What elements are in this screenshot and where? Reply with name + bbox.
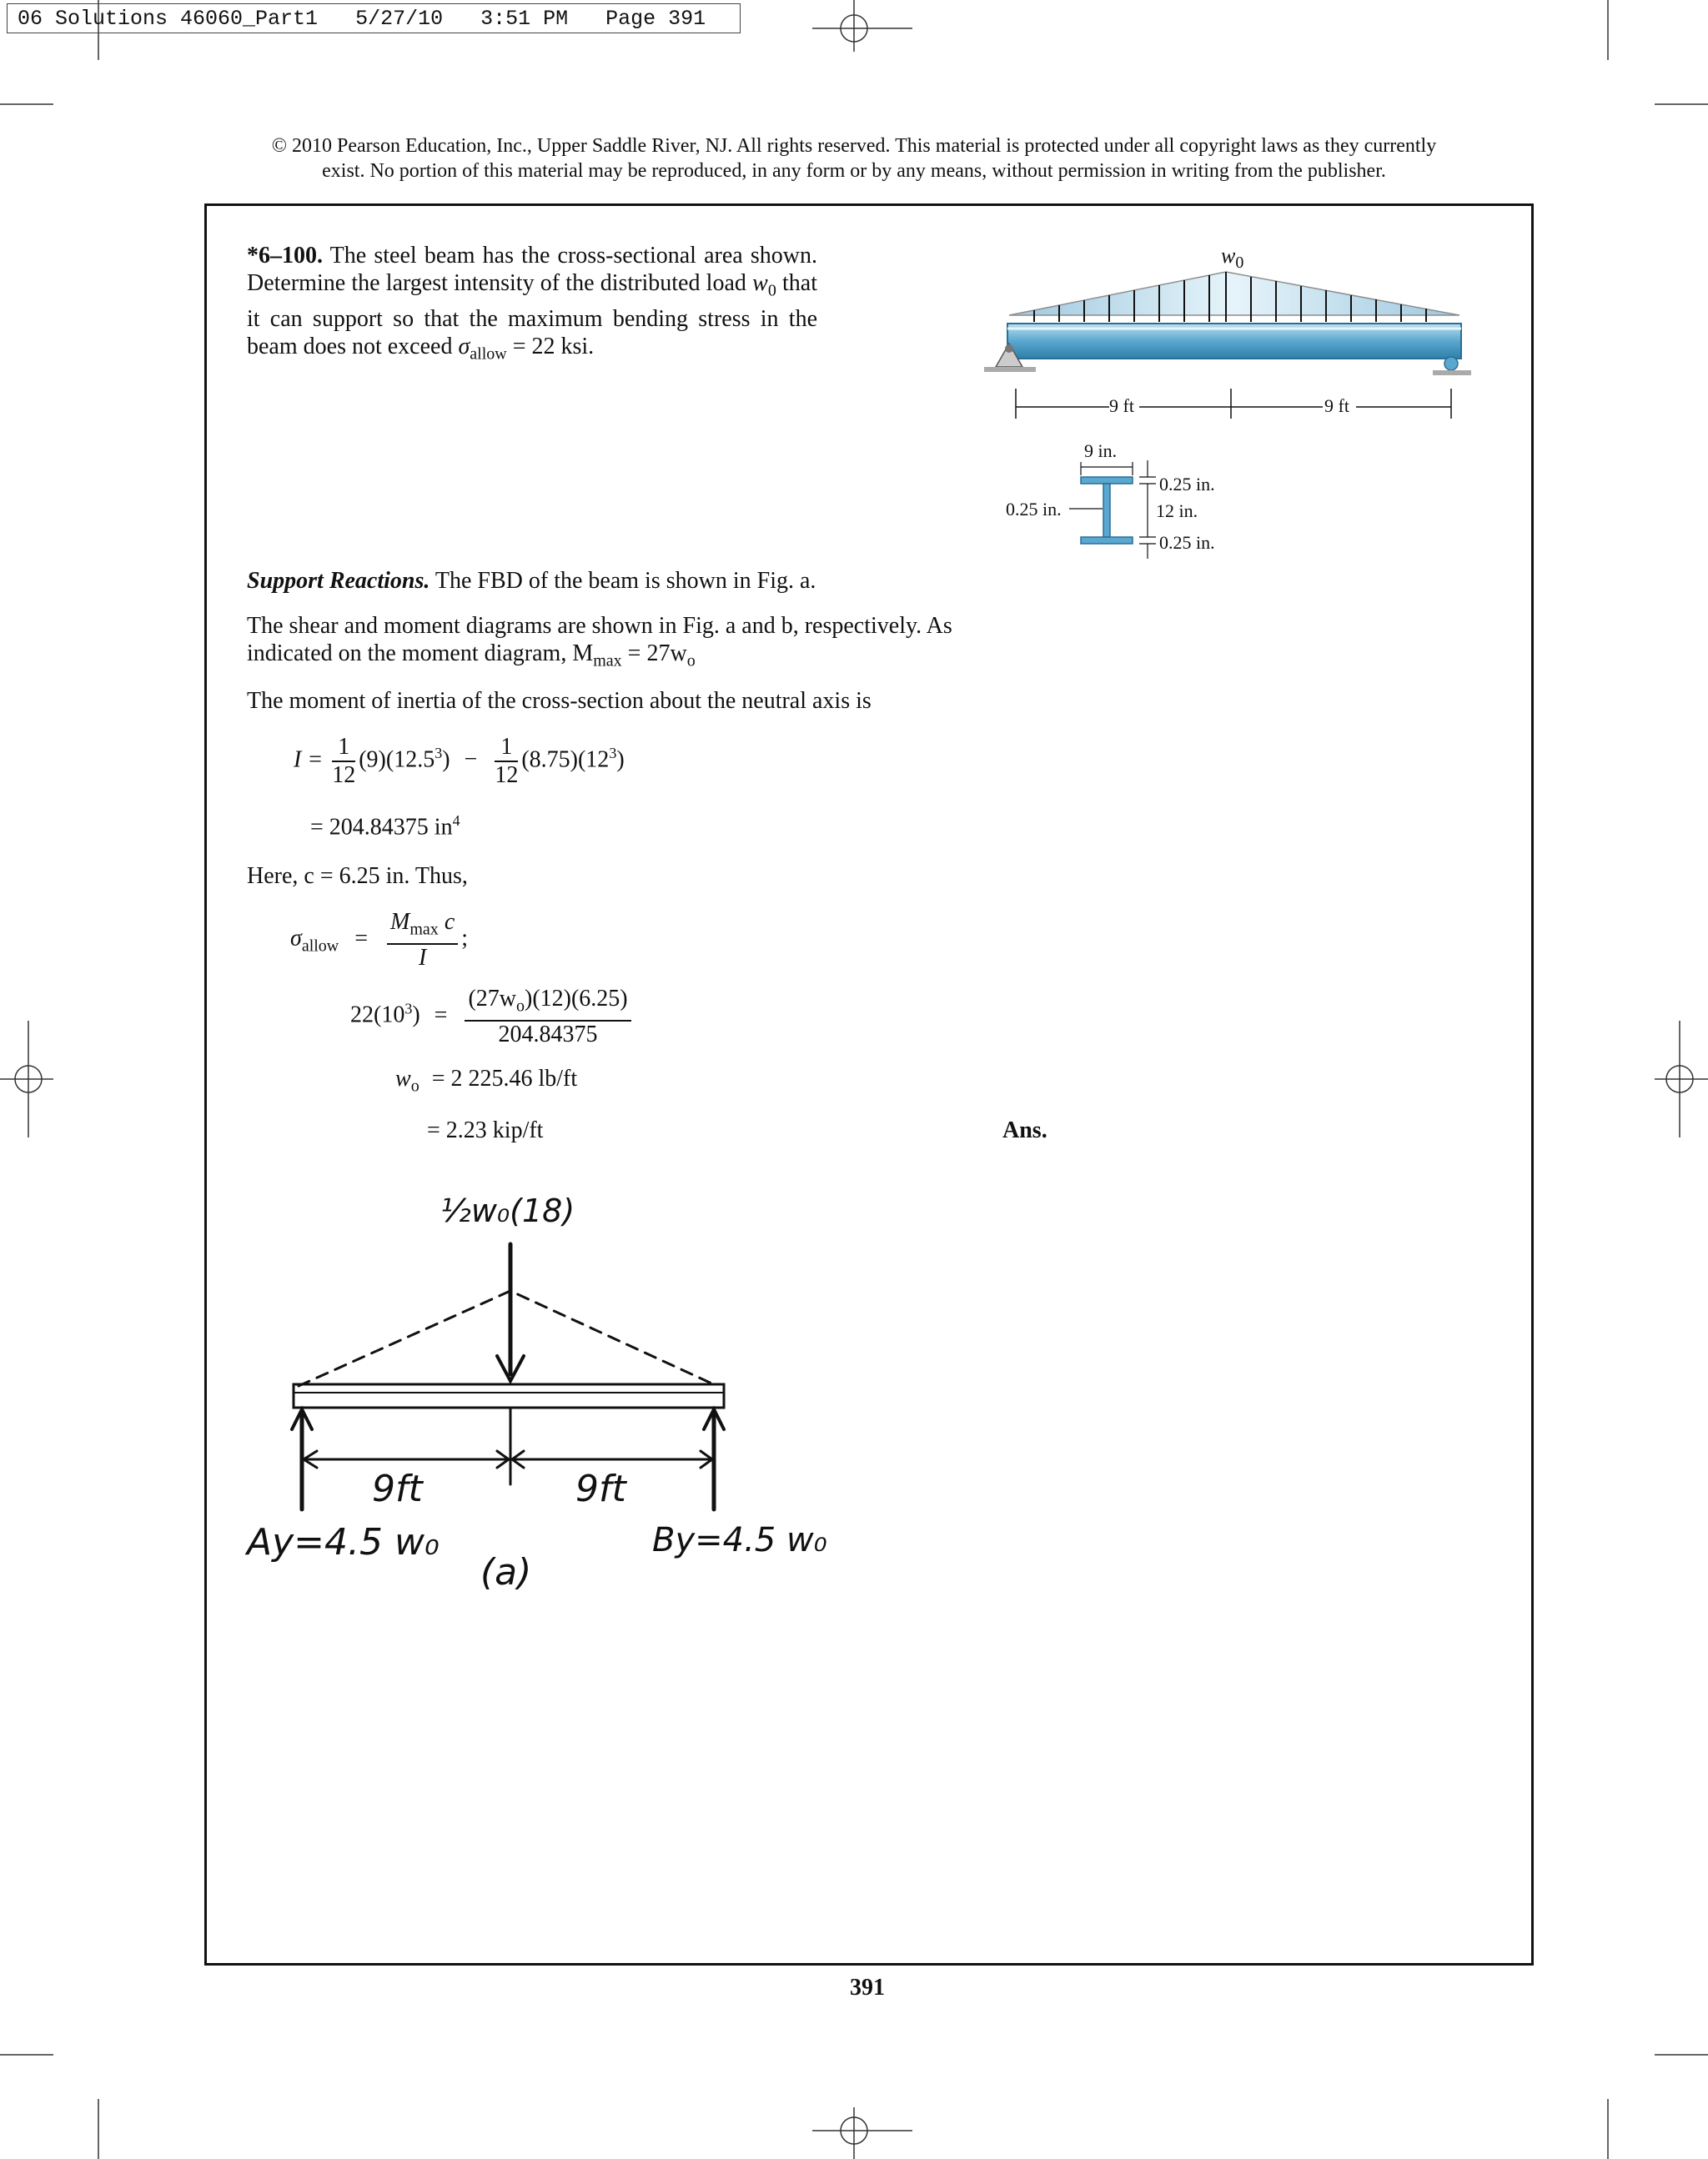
span-dimension [1016, 389, 1451, 419]
load-label-w: w [1221, 244, 1236, 268]
left-span-label: 9ft [372, 1468, 423, 1510]
By-label: By=4.5 w₀ [652, 1521, 827, 1559]
substitution-equation [350, 986, 635, 1048]
load-label [1221, 244, 1243, 273]
minus-sign: − [464, 746, 478, 773]
equals-1: = [354, 925, 369, 951]
shear-text: The shear and moment diagrams are shown in Fig. a and b, respectively. As indicated on the moment diagram, M [247, 613, 952, 666]
I-term1-exp: 3 [435, 745, 443, 762]
Ay-label: Ay=4.5 w₀ [247, 1521, 440, 1564]
frac-num: 1 [332, 734, 355, 762]
I-term1: (9)(12.5 [359, 746, 435, 773]
problem-number: *6–100. [247, 243, 323, 269]
M-symbol: M [390, 909, 410, 935]
support-heading: Support Reactions. [247, 568, 430, 594]
inertia-equation [294, 734, 625, 789]
web-thickness-label: 0.25 in. [1006, 499, 1062, 520]
i-section [1081, 477, 1133, 544]
w-value-lbft: = 2 225.46 lb/ft [431, 1066, 578, 1092]
page-number: 391 [850, 1975, 885, 2001]
copyright-notice [183, 133, 1525, 183]
distributed-load [1009, 272, 1459, 315]
I-term2-exp: 3 [609, 745, 617, 762]
frac-1-12-b [495, 734, 518, 789]
equals-2: = [434, 1002, 448, 1028]
support-text: The FBD of the beam is shown in Fig. a. [435, 568, 816, 594]
num2-rest: )(12)(6.25) [525, 986, 628, 1012]
w-label-sub: o [410, 1077, 419, 1096]
num2-sub: o [516, 997, 525, 1016]
here-text: Here, c = 6.25 in. Thus, [247, 863, 468, 889]
sigma-symbol: σ [458, 333, 470, 359]
lhs-exp: 3 [404, 1000, 413, 1017]
print-slug: 06 Solutions 46060_Part1 5/27/10 3:51 PM Page 391 [7, 3, 741, 33]
mc-numerator [387, 909, 458, 945]
semicolon: ; [461, 925, 469, 951]
top-flange-label: 0.25 in. [1159, 474, 1215, 495]
w-result [395, 1066, 577, 1097]
I-term2-close: ) [616, 746, 625, 773]
section-width-label: 9 in. [1084, 440, 1118, 461]
sub-denominator: 204.84375 [498, 1021, 598, 1047]
frac-den-b: 12 [495, 762, 519, 788]
resultant-label: ½w₀(18) [440, 1192, 575, 1229]
sub-numerator [465, 986, 630, 1022]
num2: (27w [468, 986, 516, 1012]
M-sub: max [409, 920, 439, 939]
problem-statement [247, 242, 817, 368]
sigma-subscript: allow [470, 344, 507, 364]
inertia-text: The moment of inertia of the cross-section about the neutral axis is [247, 688, 872, 714]
frac-den: 12 [332, 762, 356, 788]
I-label: I = [294, 746, 324, 773]
mmax-value-sub: o [686, 651, 696, 670]
right-span-label: 9ft [575, 1468, 626, 1510]
frac-num-b: 1 [495, 734, 518, 762]
w0-subscript: 0 [767, 281, 776, 300]
sigma-label: σ [290, 925, 302, 951]
roller-support [1444, 357, 1458, 370]
c-symbol: c [444, 909, 455, 935]
I-term1-close: ) [442, 746, 450, 773]
problem-text-a: The steel beam has the cross-sectional area shown. Determine the largest intensity of the distributed load [247, 243, 817, 296]
I-result: = 204.84375 in [310, 814, 453, 841]
mmax-value: = 27w [627, 640, 687, 666]
w-result-kip: = 2.23 kip/ft [427, 1117, 544, 1143]
shear-moment-text [247, 612, 981, 675]
figure-a-label: (a) [480, 1551, 532, 1594]
copyright-line-1: © 2010 Pearson Education, Inc., Upper Saddle River, NJ. All rights reserved. This material is protected under all copyright laws as they currently [271, 135, 1437, 157]
I-symbol: I [418, 944, 427, 971]
sigma-label-sub: allow [301, 936, 339, 956]
substitution-fraction [465, 986, 630, 1048]
dim-left-label: 9 ft [1109, 395, 1134, 416]
copyright-line-2: exist. No portion of this material may be reproduced, in any form or by any means, without permission in writing from the publisher. [322, 160, 1386, 182]
problem-text-c: = 22 ksi. [512, 333, 595, 359]
lhs-close: ) [412, 1002, 420, 1028]
mc-over-I [387, 909, 458, 972]
answer-label: Ans. [1002, 1117, 1047, 1143]
problem-text-b: that it can support so that the maximum bending stress in the beam does not exceed [247, 270, 818, 359]
web-height-label: 12 in. [1156, 500, 1198, 521]
support-reactions [247, 567, 997, 595]
lhs: 22(10 [350, 1002, 405, 1028]
w-label: w [395, 1066, 411, 1092]
mmax-sub: max [593, 651, 622, 670]
frac-1-12-a [332, 734, 355, 789]
inertia-result [310, 812, 460, 841]
mc-denominator [387, 945, 458, 972]
load-label-sub: 0 [1235, 254, 1244, 273]
w0-symbol: w [752, 270, 768, 296]
bottom-flange-label: 0.25 in. [1159, 532, 1215, 553]
dim-right-label: 9 ft [1324, 395, 1349, 416]
I-term2: (8.75)(12 [521, 746, 610, 773]
I-result-exp: 4 [452, 812, 460, 829]
flexure-equation [290, 909, 468, 972]
